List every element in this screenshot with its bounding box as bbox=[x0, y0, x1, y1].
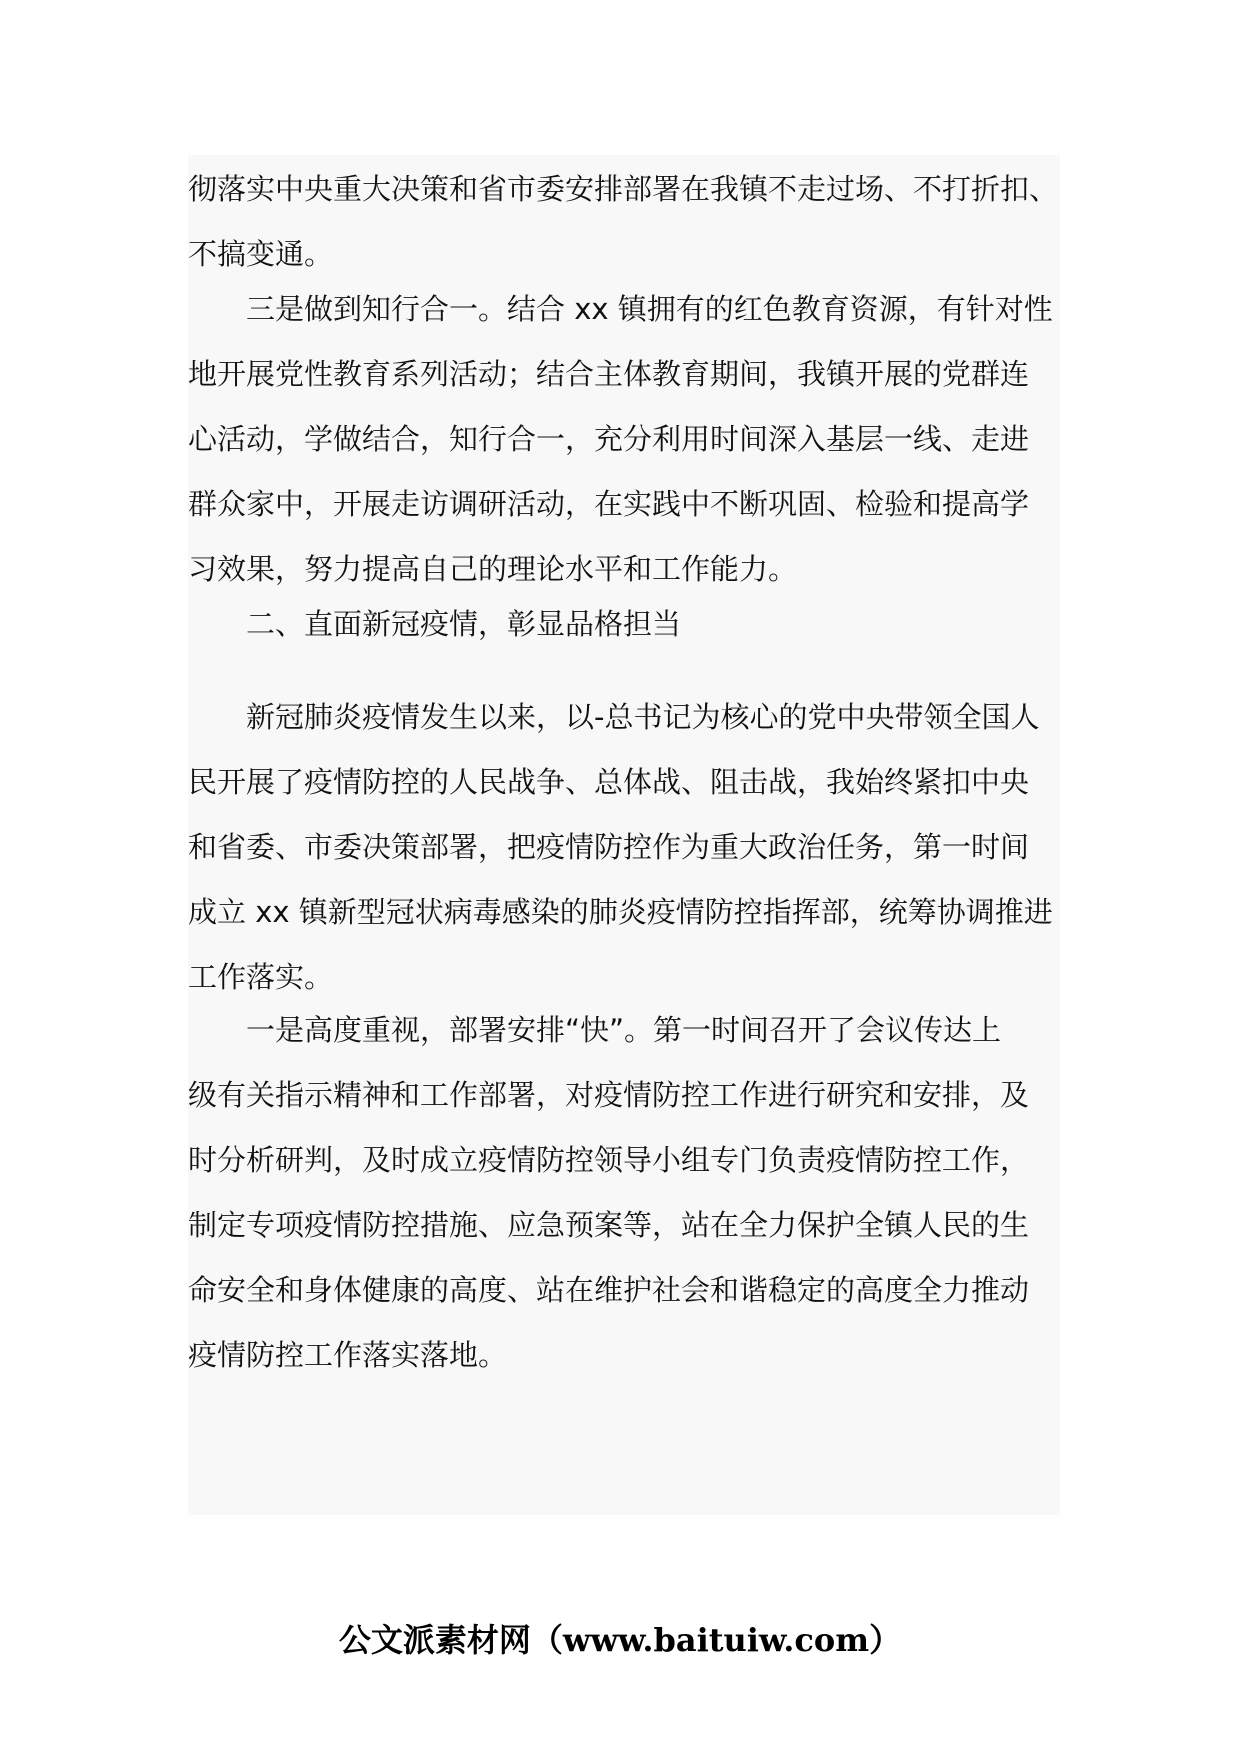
text-line: 地开展党性教育系列活动；结合主体教育期间，我镇开展的党群连 bbox=[188, 357, 1030, 391]
text-line: 心活动，学做结合，知行合一，充分利用时间深入基层一线、走进 bbox=[188, 422, 1030, 456]
text-line: 群众家中，开展走访调研活动，在实践中不断巩固、检验和提高学 bbox=[188, 487, 1030, 521]
text-line: 成立 xx 镇新型冠状病毒感染的肺炎疫情防控指挥部，统筹协调推进 bbox=[188, 895, 1053, 929]
text-line: 新冠肺炎疫情发生以来，以-总书记为核心的党中央带领全国人 bbox=[246, 700, 1040, 734]
text-line: 三是做到知行合一。结合 xx 镇拥有的红色教育资源，有针对性 bbox=[246, 292, 1053, 326]
text-line: 民开展了疫情防控的人民战争、总体战、阻击战，我始终紧扣中央 bbox=[188, 765, 1030, 799]
text-line: 和省委、市委决策部署，把疫情防控作为重大政治任务，第一时间 bbox=[188, 830, 1030, 864]
paragraph-epidemic-intro bbox=[188, 685, 1060, 1010]
text-line: 命安全和身体健康的高度、站在维护社会和谐稳定的高度全力推动 bbox=[188, 1273, 1030, 1307]
paragraph-deployment bbox=[188, 998, 1060, 1388]
paragraph-continuation bbox=[188, 157, 1060, 287]
text-line: 工作落实。 bbox=[188, 960, 334, 994]
text-line: 制定专项疫情防控措施、应急预案等，站在全力保护全镇人民的生 bbox=[188, 1208, 1030, 1242]
text-line: 习效果，努力提高自己的理论水平和工作能力。 bbox=[188, 552, 798, 586]
text-line: 疫情防控工作落实落地。 bbox=[188, 1338, 508, 1372]
text-line: 级有关指示精神和工作部署，对疫情防控工作进行研究和安排，及 bbox=[188, 1078, 1030, 1112]
text-line: 彻落实中央重大决策和省市委安排部署在我镇不走过场、不打折扣、 bbox=[188, 172, 1059, 206]
paragraph-knowledge-action bbox=[188, 277, 1060, 602]
text-line: 二、直面新冠疫情，彰显品格担当 bbox=[246, 607, 682, 641]
text-line: 不搞变通。 bbox=[188, 237, 334, 271]
document-body bbox=[188, 155, 1060, 1515]
section-heading bbox=[188, 592, 1060, 657]
text-line: 一是高度重视，部署安排“快”。第一时间召开了会议传达上 bbox=[246, 1013, 1002, 1047]
text-line: 时分析研判，及时成立疫情防控领导小组专门负责疫情防控工作， bbox=[188, 1143, 1030, 1177]
footer-source: 公文派素材网（www.baituiw.com） bbox=[338, 1621, 902, 1659]
